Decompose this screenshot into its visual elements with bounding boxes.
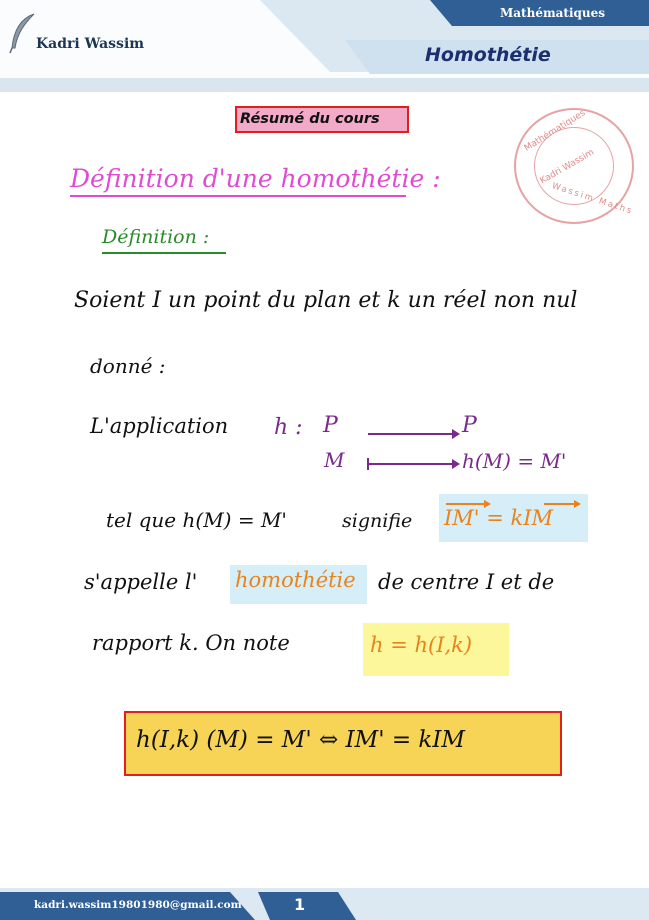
section-title-underline xyxy=(70,195,406,197)
vector-arrows xyxy=(444,497,584,511)
domain-symbol: P xyxy=(323,413,338,438)
ratio-text: rapport k. On note xyxy=(92,631,290,655)
preimage-symbol: M xyxy=(324,448,345,472)
quill-icon xyxy=(8,12,38,58)
definition-line-1: Soient I un point du plan et k un réel non nul xyxy=(74,288,578,313)
stamp-text-top: Mathématiques xyxy=(522,108,588,154)
codomain-symbol: P xyxy=(462,413,477,438)
application-label: L'application xyxy=(90,414,229,438)
map-name: h : xyxy=(274,415,303,440)
image-expression: h(M) = M' xyxy=(462,449,567,473)
center-text: de centre I et de xyxy=(378,570,555,594)
called-text: s'appelle l' xyxy=(84,570,198,594)
formula: h(I,k) (M) = M' ⇔ IM' = kIM xyxy=(136,727,465,753)
author-name: Kadri Wassim xyxy=(36,36,145,52)
resume-label: Résumé du cours xyxy=(235,106,409,133)
definition-line-2: donné : xyxy=(90,354,166,378)
stamp-text-bottom: Wassim Maths xyxy=(550,181,635,217)
such-that-text: tel que h(M) = M' xyxy=(106,508,287,532)
term-homothetie: homothétie xyxy=(235,568,356,592)
notation: h = h(I,k) xyxy=(370,633,473,657)
page-number: 1 xyxy=(294,895,306,914)
footer-email: kadri.wassim19801980@gmail.com xyxy=(34,899,242,911)
subsection-title-underline xyxy=(102,252,226,254)
chapter-title: Homothétie xyxy=(425,44,551,66)
section-title: Définition d'une homothétie : xyxy=(70,164,441,193)
mapping-arrows xyxy=(360,424,460,474)
subject-label: Mathématiques xyxy=(500,6,606,20)
stamp-text-middle: Kadri Wassim xyxy=(538,147,596,187)
means-text: signifie xyxy=(342,510,413,532)
subsection-title: Définition : xyxy=(102,226,210,248)
vector-relation: IM' = kIM xyxy=(444,506,554,530)
